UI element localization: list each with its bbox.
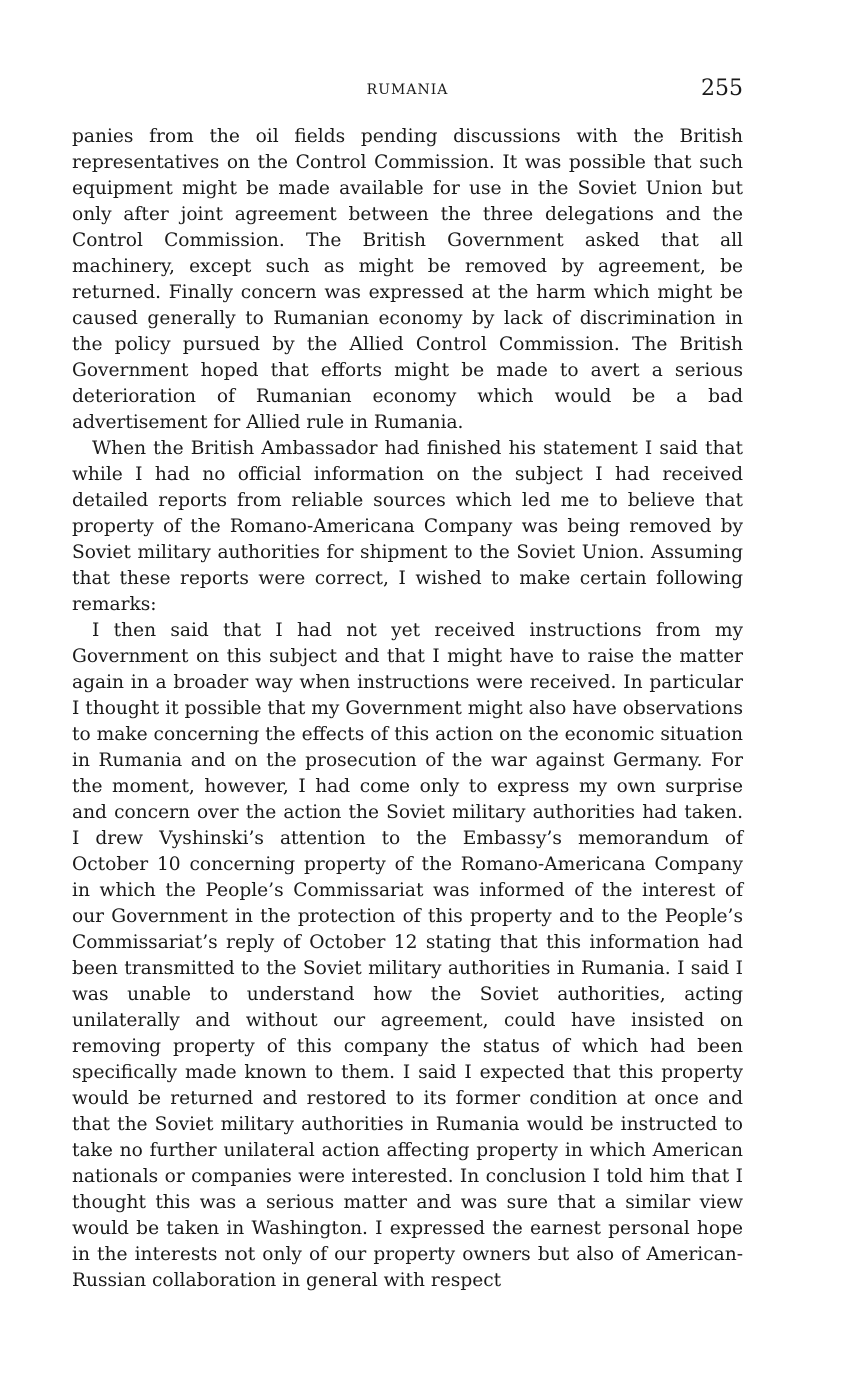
document-page — [72, 74, 743, 1294]
paragraph: When the British Ambassador had finished his statement I said that while I had no official information on the subject I had received detailed reports from reliable sources which led me to believe that property of the Romano-Americana Company was being removed by Soviet military authorities for shipment to the Soviet Union. Assuming that these reports were correct, I wished to make certain following remarks: — [72, 438, 743, 615]
running-header — [72, 74, 743, 110]
paragraph-continued: panies from the oil fields pending discussions with the British representatives on the Control Commission. It was possible that such equipment might be made available for use in the Soviet Union but only after joint agreement between the three delegations and the Control Commission. The British Government asked that all machinery, except such as might be removed by agreement, be returned. Finally concern was expressed at the harm which might be caused generally to Rumanian economy by lack of discrimination in the policy pursued by the Allied Control Commission. The British Government hoped that efforts might be made to avert a serious deterioration of Rumanian economy which would be a bad advertisement for Allied rule in Rumania. — [72, 126, 743, 433]
paragraph: I then said that I had not yet received instructions from my Government on this subject and that I might have to raise the matter again in a broader way when instructions were received. In particular I thought it possible that my Government might also have observations to make concerning the effects of this action on the economic situation in Rumania and on the prosecution of the war against Germany. For the moment, however, I had come only to express my own surprise and concern over the action the Soviet military authorities had taken. I drew Vyshinski’s attention to the Embassy’s memorandum of October 10 concerning property of the Romano-Americana Company in which the People’s Commissariat was informed of the interest of our Government in the protection of this property and to the People’s Commissariat’s reply of October 12 stating that this information had been transmitted to the Soviet military authorities in Rumania. I said I was unable to understand how the Soviet authorities, acting unilaterally and without our agreement, could have insisted on removing property of this company the status of which had been specifically made known to them. I said I expected that this property would be returned and restored to its former condition at once and that the Soviet military authorities in Rumania would be instructed to take no further unilateral action affecting property in which American nationals or companies were interested. In conclusion I told him that I thought this was a serious matter and was sure that a similar view would be taken in Washington. I expressed the earnest personal hope in the interests not only of our property owners but also of American-Russian collaboration in general with respect — [72, 620, 743, 1291]
body-text — [72, 124, 743, 1294]
running-title: RUMANIA — [366, 82, 449, 98]
page-number: 255 — [701, 76, 743, 101]
